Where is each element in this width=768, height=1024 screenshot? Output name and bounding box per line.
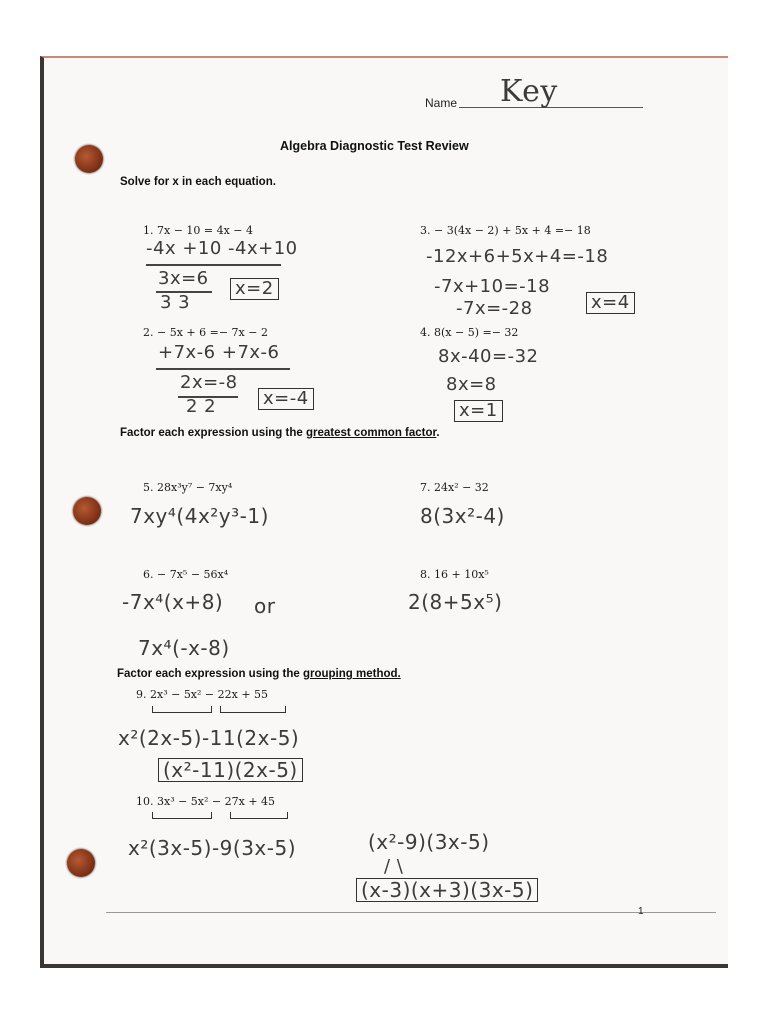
answer-10-step-2: (x²-9)(3x-5)	[368, 830, 490, 854]
problem-9: 9. 2x³ − 5x² − 22x + 55	[136, 688, 269, 701]
answer-1-result-box: x=2	[230, 278, 279, 300]
answer-5: 7xy⁴(4x²y³-1)	[130, 504, 269, 528]
problem-8: 8. 16 + 10x⁵	[420, 568, 489, 581]
answer-2-step-2: 2x=-8	[180, 372, 238, 393]
answer-6-or: or	[254, 594, 276, 618]
answer-10-result-box: (x-3)(x+3)(3x-5)	[356, 878, 538, 902]
answer-10-split-arrows: / \	[384, 856, 404, 877]
name-value: Key	[500, 74, 558, 109]
answer-4-step-1: 8x-40=-32	[438, 346, 539, 367]
problem-10-group-bracket-1	[152, 812, 212, 819]
answer-1-underline	[146, 264, 281, 266]
answer-7: 8(3x²-4)	[420, 504, 505, 528]
answer-6-option-1: -7x⁴(x+8)	[122, 590, 224, 614]
answer-3-step-3: -7x=-28	[456, 298, 533, 319]
answer-3-step-1: -12x+6+5x+4=-18	[426, 246, 609, 267]
page-title: Algebra Diagnostic Test Review	[280, 139, 469, 153]
footer-rule	[106, 912, 716, 913]
problem-9-group-bracket-1	[152, 706, 212, 713]
problem-10-group-bracket-2	[230, 812, 288, 819]
answer-9-result-box: (x²-11)(2x-5)	[158, 758, 303, 782]
binder-hole-bottom	[67, 849, 95, 877]
answer-1-step-1: -4x +10 -4x+10	[146, 238, 298, 259]
answer-1-step-2: 3x=6	[158, 268, 209, 289]
section-gcf-heading: Factor each expression using the greatest common factor.	[120, 427, 440, 439]
answer-2-step-1: +7x-6 +7x-6	[158, 342, 280, 363]
binder-hole-top	[75, 145, 103, 173]
binder-hole-middle	[73, 497, 101, 525]
problem-9-group-bracket-2	[220, 706, 286, 713]
problem-10: 10. 3x³ − 5x² − 27x + 45	[136, 795, 276, 808]
problem-7: 7. 24x² − 32	[420, 481, 489, 494]
problem-3: 3. − 3(4x − 2) + 5x + 4 =− 18	[420, 224, 591, 237]
section-solve-heading: Solve for x in each equation.	[120, 176, 276, 188]
problem-2: 2. − 5x + 6 =− 7x − 2	[143, 326, 268, 339]
problem-4: 4. 8(x − 5) =− 32	[420, 326, 519, 339]
problem-5: 5. 28x³y⁷ − 7xy⁴	[143, 481, 233, 494]
section-grouping-heading: Factor each expression using the grouping method.	[117, 668, 401, 680]
name-label: Name	[425, 96, 458, 110]
answer-10-step-1: x²(3x-5)-9(3x-5)	[128, 836, 297, 860]
answer-2-result-box: x=-4	[258, 388, 314, 410]
answer-1-step-3: 3 3	[160, 292, 191, 313]
answer-3-result-box: x=4	[586, 292, 635, 314]
answer-2-step-3: 2 2	[186, 396, 217, 417]
problem-6: 6. − 7x⁵ − 56x⁴	[143, 568, 229, 581]
answer-2-underline	[156, 368, 290, 370]
page-number: 1	[638, 906, 644, 917]
answer-8: 2(8+5x⁵)	[408, 590, 503, 614]
answer-4-result-box: x=1	[454, 400, 503, 422]
answer-4-step-2: 8x=8	[446, 374, 497, 395]
answer-3-step-2: -7x+10=-18	[434, 276, 551, 297]
answer-9-step-1: x²(2x-5)-11(2x-5)	[118, 726, 300, 750]
problem-1: 1. 7x − 10 = 4x − 4	[143, 224, 254, 237]
answer-6-option-2: 7x⁴(-x-8)	[138, 636, 230, 660]
